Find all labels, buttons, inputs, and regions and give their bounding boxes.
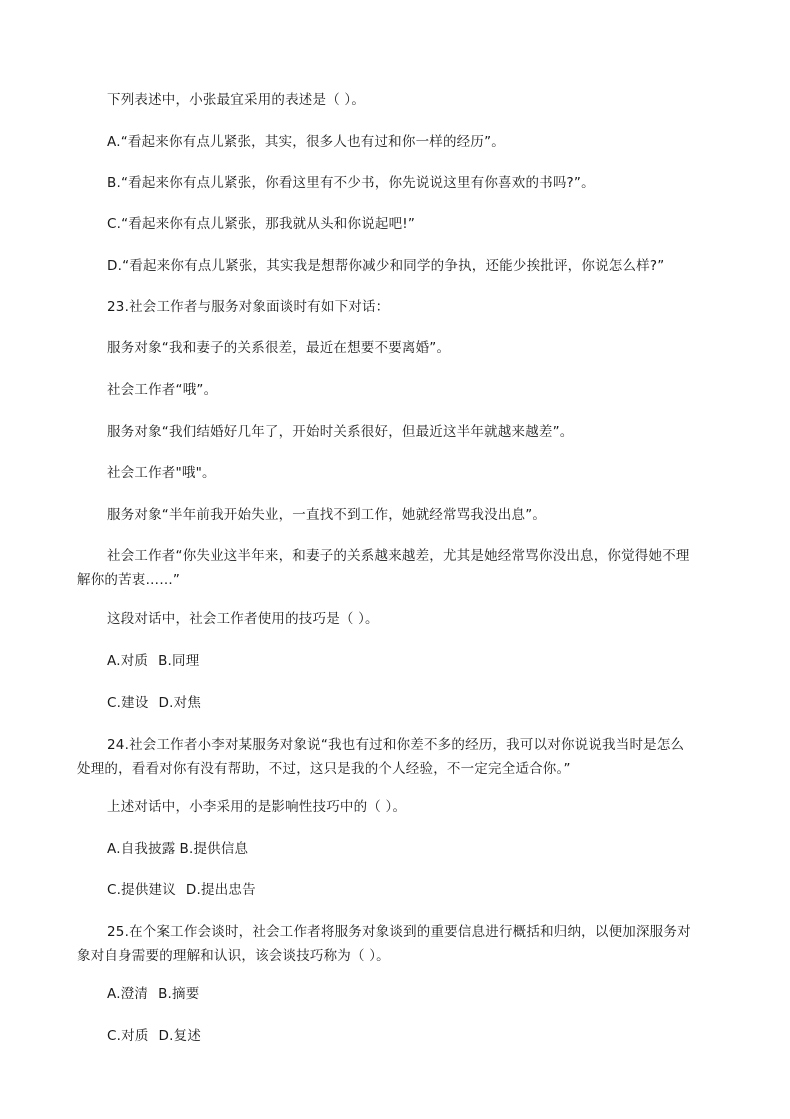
q22-option-d: D.“看起来你有点儿紧张，其实我是想帮你减少和同学的争执，还能少挨批评，你说怎么样?” [107,258,665,274]
q25-option-c: C.对质 [107,1028,149,1044]
q25-options-row [107,1026,201,1046]
q25-option-d: D.复述 [158,1028,202,1044]
q23-option-d: D.对焦 [158,695,202,711]
q24-stem: 24.社会工作者小李对某服务对象说“我也有过和你差不多的经历，我可以对你说说我当时是怎么处理的，看看对你有没有帮助，不过，这只是我的个人经验，不一定完全适合你。” [77,737,685,777]
q24-option-b: B.提供信息 [179,841,249,857]
q23-option-c: C.建设 [107,695,149,711]
q24-question: 上述对话中，小李采用的是影响性技巧中的（ ）。 [107,799,407,815]
q22-option-a: A.“看起来你有点儿紧张，其实，很多人也有过和你一样的经历”。 [107,134,505,150]
q24-option-a: A.自我披露 [107,841,176,857]
q23-stem: 23.社会工作者与服务对象面谈时有如下对话： [107,299,390,315]
q24-options-row [107,839,248,859]
q22-option-b: B.“看起来你有点儿紧张，你看这里有不少书，你先说说这里有你喜欢的书吗?”。 [107,175,595,191]
q23-dialogue-line: 服务对象“我和妻子的关系很差，最近在想要不要离婚”。 [107,340,451,356]
q23-dialogue-line: 社会工作者“哦”。 [107,382,218,398]
q23-dialogue-line: 社会工作者“你失业这半年来，和妻子的关系越来越差，尤其是她经常骂你没出息，你觉得她不理解你的苦衷……” [77,548,690,588]
q22-stem: 下列表述中，小张最宜采用的表述是（ ）。 [107,92,366,108]
q24-option-d: D.提出忠告 [185,882,256,898]
q23-options-row [107,693,201,713]
q24-options-row [107,880,256,900]
q25-options-row [107,984,199,1004]
q25-option-b: B.摘要 [158,986,200,1002]
q23-dialogue-line: 服务对象“半年前我开始失业，一直找不到工作，她就经常骂我没出息”。 [107,507,547,523]
q24-option-c: C.提供建议 [107,882,176,898]
q22-option-c: C.“看起来你有点儿紧张，那我就从头和你说起吧!” [107,216,416,232]
q23-question: 这段对话中，社会工作者使用的技巧是（ ）。 [107,611,379,627]
q23-option-a: A.对质 [107,653,149,669]
q25-option-a: A.澄清 [107,986,149,1002]
q25-stem: 25.在个案工作会谈时，社会工作者将服务对象谈到的重要信息进行概括和归纳，以便加深服务对象对自身需要的理解和认识，该会谈技巧称为（ ）。 [77,924,691,964]
q23-option-b: B.同理 [158,653,200,669]
q23-dialogue-line: 服务对象“我们结婚好几年了，开始时关系很好，但最近这半年就越来越差”。 [107,424,574,440]
q23-options-row [107,651,199,671]
q23-dialogue-line: 社会工作者"哦"。 [107,465,216,481]
